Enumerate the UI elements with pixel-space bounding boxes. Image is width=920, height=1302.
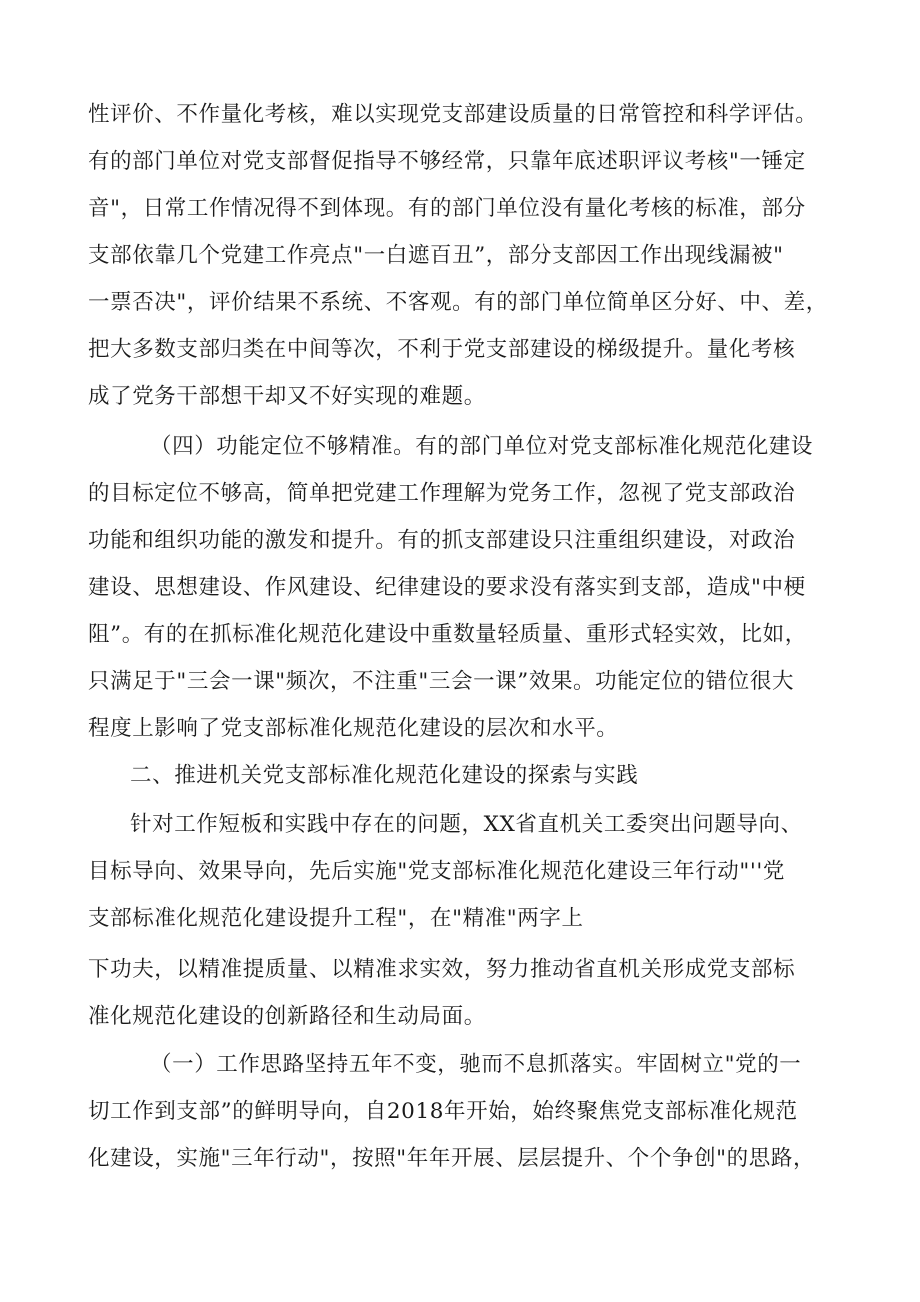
text-line: 性评价、不作量化考核，难以实现党支部建设质量的日常管控和科学评估。 (88, 102, 818, 127)
text-line: 的目标定位不够高，简单把党建工作理解为党务工作，忽视了党支部政治 (88, 481, 796, 506)
section-heading-2: 二、推进机关党支部标准化规范化建设的探索与实践 (130, 763, 639, 788)
text-line: 准化规范化建设的创新路径和生动局面。 (88, 1004, 486, 1029)
text-line: 针对工作短板和实践中存在的问题，XX省直机关工委突出问题导向、 (130, 812, 803, 837)
section-heading-4: （四）功能定位不够精准。有的部门单位对党支部标准化规范化建设 (150, 434, 814, 459)
text-line: 化建设，实施"三年行动"，按照"年年开展、层层提升、个个争创"的思路， (88, 1146, 816, 1171)
text-line: 一票否决"，评价结果不系统、不客观。有的部门单位简单区分好、中、差， (88, 290, 828, 315)
text-line: 支部依靠几个党建工作亮点"一白遮百丑”，部分支部因工作出现线漏被" (88, 243, 784, 268)
text-line: 功能和组织功能的激发和提升。有的抓支部建设只注重组织建设，对政治 (88, 528, 796, 553)
text-line: 成了党务干部想干却又不好实现的难题。 (88, 384, 486, 409)
text-line: 阻”。有的在抓标准化规范化建设中重数量轻质量、重形式轻实效，比如， (88, 622, 807, 647)
text-line: 切工作到支部”的鲜明导向，自2018年开始，始终聚焦党支部标准化规范 (88, 1099, 798, 1124)
text-line: 建设、思想建设、作风建设、纪律建设的要求没有落实到支部，造成"中梗 (88, 575, 806, 600)
section-heading-1: （一）工作思路坚持五年不变，驰而不息抓落实。牢固树立"党的一 (150, 1052, 802, 1077)
text-line: 把大多数支部归类在中间等次，不利于党支部建设的梯级提升。量化考核 (88, 337, 796, 362)
text-line: 下功夫，以精准提质量、以精准求实效，努力推动省直机关形成党支部标 (88, 957, 796, 982)
text-line: 目标导向、效果导向，先后实施"党支部标准化规范化建设三年行动"''党 (88, 859, 786, 884)
text-line: 程度上影响了党支部标准化规范化建设的层次和水平。 (88, 716, 619, 741)
text-line: 音"，日常工作情况得不到体现。有的部门单位没有量化考核的标准，部分 (88, 196, 806, 221)
text-line: 有的部门单位对党支部督促指导不够经常，只靠年底述职评议考核"一锤定 (88, 149, 806, 174)
text-line: 只满足于"三会一课"频次，不注重"三会一课”效果。功能定位的错位很大 (88, 669, 795, 694)
text-line: 支部标准化规范化建设提升工程"，在"精准"两字上 (88, 906, 584, 931)
